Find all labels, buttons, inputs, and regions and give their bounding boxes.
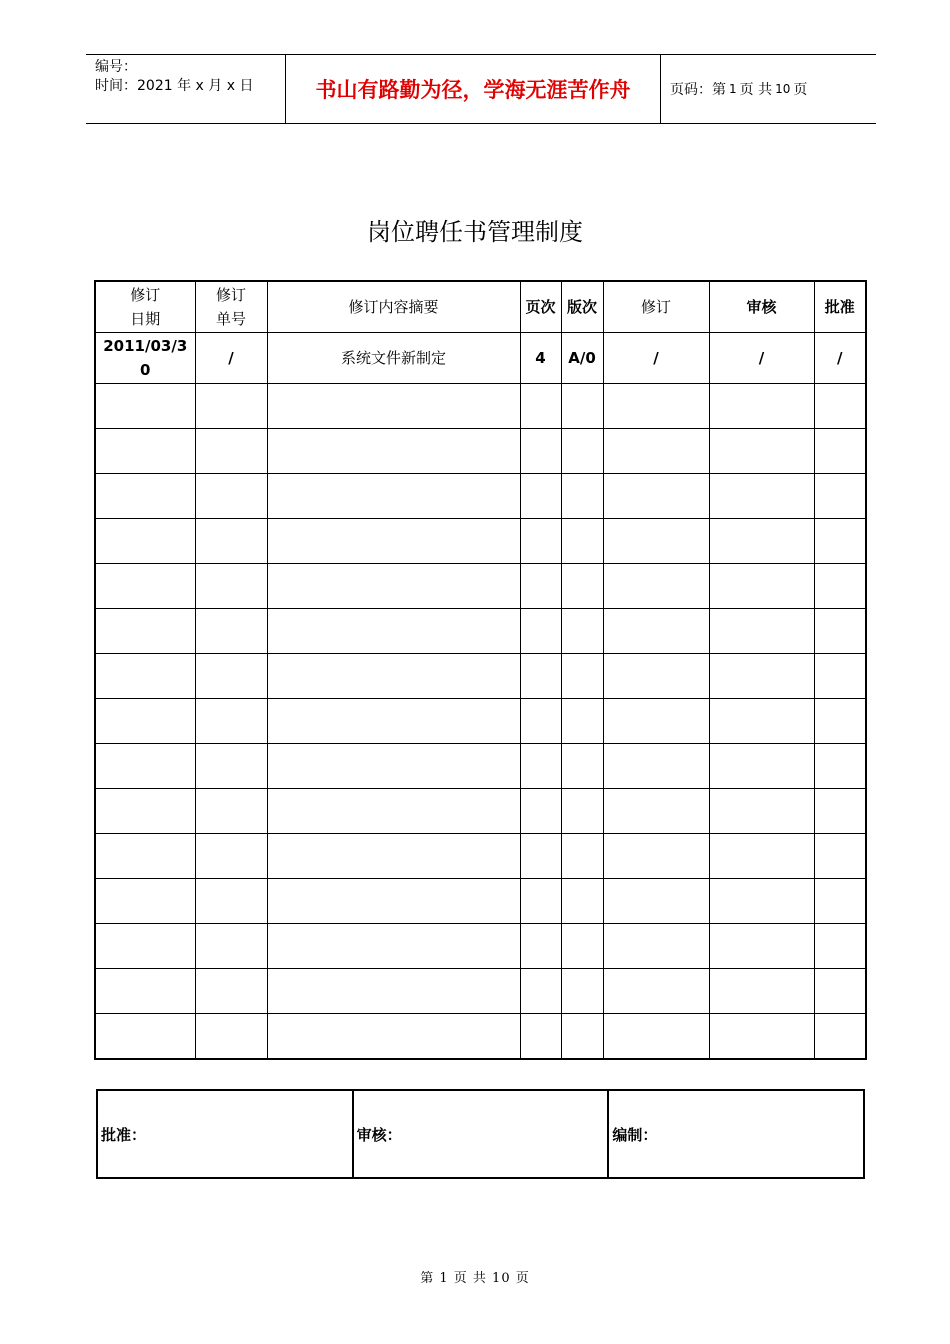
empty-cell [709, 654, 814, 699]
approve-label: 批准： [98, 1091, 354, 1177]
col-version: 版次 [561, 281, 603, 333]
empty-cell [709, 609, 814, 654]
empty-cell [603, 609, 709, 654]
empty-cell [267, 969, 520, 1014]
empty-cell [267, 519, 520, 564]
empty-cell [95, 879, 195, 924]
empty-cell [95, 699, 195, 744]
empty-cell [561, 564, 603, 609]
empty-cell [520, 654, 561, 699]
empty-cell [267, 654, 520, 699]
empty-cell [195, 969, 267, 1014]
empty-cell [814, 609, 866, 654]
empty-cell [709, 969, 814, 1014]
empty-cell [709, 564, 814, 609]
empty-cell [520, 564, 561, 609]
empty-cell [814, 789, 866, 834]
empty-cell [561, 429, 603, 474]
empty-cell [603, 699, 709, 744]
document-number-label: 编号： [95, 59, 137, 75]
empty-cell [520, 879, 561, 924]
empty-cell [520, 834, 561, 879]
empty-cell [814, 564, 866, 609]
empty-cell [520, 384, 561, 429]
table-row-empty [95, 744, 866, 789]
empty-cell [267, 429, 520, 474]
empty-cell [195, 789, 267, 834]
empty-cell [267, 384, 520, 429]
empty-cell [195, 834, 267, 879]
empty-cell [95, 519, 195, 564]
empty-cell [814, 924, 866, 969]
cell-approved: / [814, 333, 866, 384]
empty-cell [603, 789, 709, 834]
empty-cell [561, 879, 603, 924]
empty-cell [95, 744, 195, 789]
empty-cell [561, 789, 603, 834]
empty-cell [520, 519, 561, 564]
empty-cell [709, 699, 814, 744]
empty-cell [561, 744, 603, 789]
col-revision-date: 修订 日期 [95, 281, 195, 333]
empty-cell [709, 924, 814, 969]
empty-cell [561, 609, 603, 654]
empty-cell [195, 879, 267, 924]
empty-cell [195, 699, 267, 744]
empty-cell [814, 474, 866, 519]
cell-version: A/0 [561, 333, 603, 384]
col-page: 页次 [520, 281, 561, 333]
empty-cell [520, 474, 561, 519]
page-number: 1 [729, 82, 737, 96]
empty-cell [603, 384, 709, 429]
empty-cell [709, 879, 814, 924]
empty-cell [814, 879, 866, 924]
empty-cell [195, 1014, 267, 1060]
col-revised-by: 修订 [603, 281, 709, 333]
table-row-empty [95, 384, 866, 429]
empty-cell [814, 519, 866, 564]
empty-cell [709, 834, 814, 879]
empty-cell [603, 969, 709, 1014]
empty-cell [520, 699, 561, 744]
header-info [86, 55, 286, 123]
empty-cell [561, 969, 603, 1014]
empty-cell [267, 609, 520, 654]
empty-cell [603, 834, 709, 879]
table-row-empty [95, 609, 866, 654]
empty-cell [520, 429, 561, 474]
empty-cell [520, 744, 561, 789]
table-row [95, 333, 866, 384]
page-footer: 第 1 页 共 10 页 [420, 1271, 530, 1286]
signature-box [96, 1089, 865, 1179]
header-page-info [661, 55, 876, 123]
empty-cell [267, 924, 520, 969]
empty-cell [267, 699, 520, 744]
col-reviewed-by: 审核 [709, 281, 814, 333]
empty-cell [267, 474, 520, 519]
empty-cell [95, 474, 195, 519]
empty-cell [195, 744, 267, 789]
col-revision-number: 修订 单号 [195, 281, 267, 333]
table-row-empty [95, 969, 866, 1014]
empty-cell [561, 1014, 603, 1060]
empty-cell [195, 429, 267, 474]
empty-cell [709, 789, 814, 834]
col-approved-by: 批准 [814, 281, 866, 333]
empty-cell [814, 1014, 866, 1060]
empty-cell [561, 699, 603, 744]
empty-cell [95, 384, 195, 429]
empty-cell [267, 879, 520, 924]
empty-cell [603, 1014, 709, 1060]
empty-cell [95, 969, 195, 1014]
page-header [86, 54, 876, 124]
empty-cell [603, 429, 709, 474]
review-label: 审核： [354, 1091, 610, 1177]
empty-cell [195, 519, 267, 564]
table-row-empty [95, 519, 866, 564]
empty-cell [195, 924, 267, 969]
empty-cell [814, 654, 866, 699]
empty-cell [709, 519, 814, 564]
empty-cell [267, 789, 520, 834]
empty-cell [267, 564, 520, 609]
empty-cell [561, 474, 603, 519]
empty-cell [267, 834, 520, 879]
table-row-empty [95, 924, 866, 969]
cell-summary: 系统文件新制定 [267, 333, 520, 384]
empty-cell [561, 834, 603, 879]
empty-cell [814, 969, 866, 1014]
empty-cell [520, 969, 561, 1014]
empty-cell [709, 474, 814, 519]
page-total: 10 [775, 82, 791, 96]
cell-revised: / [603, 333, 709, 384]
empty-cell [603, 924, 709, 969]
empty-cell [603, 474, 709, 519]
empty-cell [814, 384, 866, 429]
empty-cell [603, 519, 709, 564]
empty-cell [709, 384, 814, 429]
header-motto: 书山有路勤为径，学海无涯苦作舟 [286, 55, 661, 123]
table-row-empty [95, 879, 866, 924]
empty-cell [195, 609, 267, 654]
empty-cell [709, 1014, 814, 1060]
empty-cell [814, 744, 866, 789]
empty-cell [195, 654, 267, 699]
empty-cell [95, 654, 195, 699]
table-row-empty [95, 564, 866, 609]
empty-cell [561, 384, 603, 429]
cell-date: 2011/03/3 0 [95, 333, 195, 384]
empty-cell [814, 834, 866, 879]
empty-cell [520, 924, 561, 969]
empty-cell [95, 429, 195, 474]
empty-cell [95, 609, 195, 654]
empty-cell [195, 474, 267, 519]
page-prefix: 页码：第 [670, 82, 726, 98]
empty-cell [603, 879, 709, 924]
table-header-row [95, 281, 866, 333]
document-title: 岗位聘任书管理制度 [367, 218, 583, 246]
document-time-label: 时间：2021 年 x 月 x 日 [95, 78, 254, 94]
table-row-empty [95, 1014, 866, 1060]
empty-cell [520, 609, 561, 654]
table-row-empty [95, 834, 866, 879]
empty-cell [814, 429, 866, 474]
empty-cell [95, 789, 195, 834]
empty-cell [95, 924, 195, 969]
empty-cell [709, 429, 814, 474]
empty-cell [561, 654, 603, 699]
cell-page: 4 [520, 333, 561, 384]
empty-cell [95, 1014, 195, 1060]
cell-number: / [195, 333, 267, 384]
table-row-empty [95, 429, 866, 474]
table-row-empty [95, 699, 866, 744]
col-revision-summary: 修订内容摘要 [267, 281, 520, 333]
empty-cell [603, 744, 709, 789]
table-row-empty [95, 789, 866, 834]
empty-cell [267, 1014, 520, 1060]
empty-cell [95, 564, 195, 609]
page-suffix: 页 [793, 82, 808, 98]
empty-cell [520, 1014, 561, 1060]
empty-cell [195, 564, 267, 609]
empty-cell [561, 519, 603, 564]
cell-reviewed: / [709, 333, 814, 384]
empty-cell [267, 744, 520, 789]
compile-label: 编制： [612, 1125, 658, 1144]
revision-table [94, 280, 867, 1060]
table-row-empty [95, 474, 866, 519]
empty-cell [603, 654, 709, 699]
empty-cell [603, 564, 709, 609]
empty-cell [709, 744, 814, 789]
empty-cell [195, 384, 267, 429]
empty-cell [520, 789, 561, 834]
empty-cell [814, 699, 866, 744]
table-row-empty [95, 654, 866, 699]
empty-cell [95, 834, 195, 879]
page-mid: 页 共 [739, 82, 773, 98]
empty-cell [561, 924, 603, 969]
